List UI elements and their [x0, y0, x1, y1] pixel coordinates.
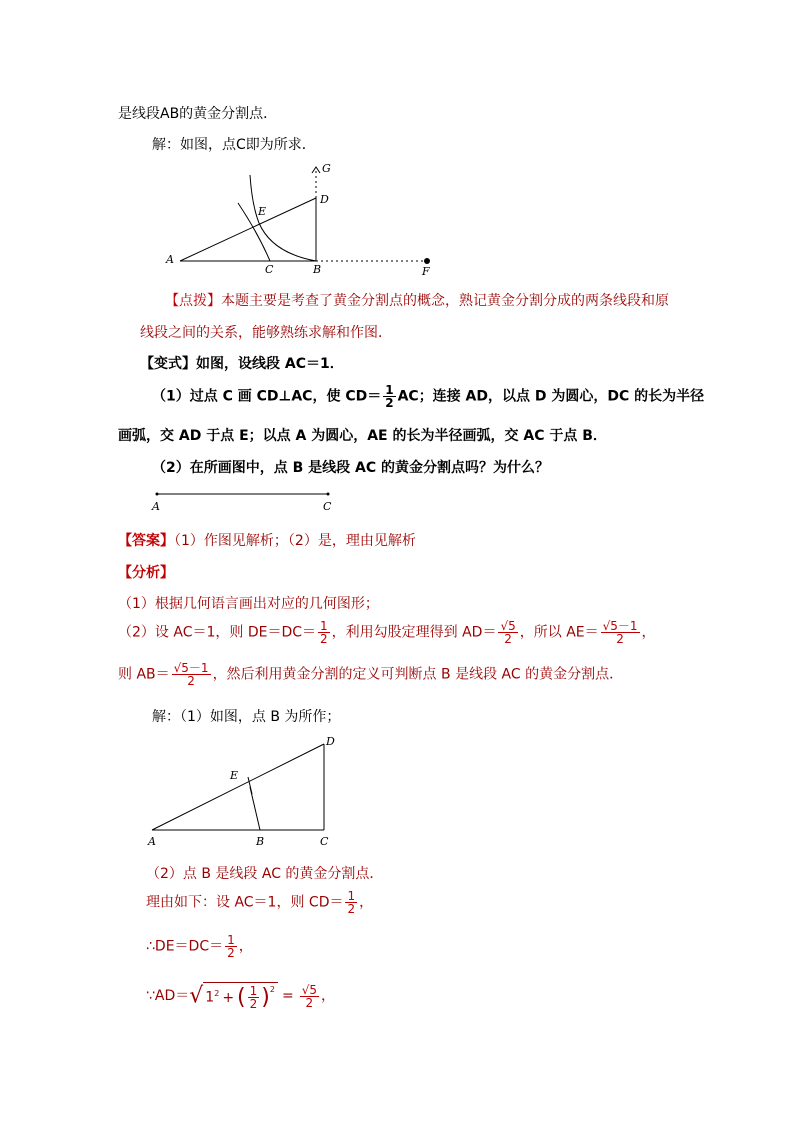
s3-frac: [345, 890, 357, 915]
p2-frac-3: [601, 620, 640, 645]
s5-rnum: √5: [301, 982, 317, 997]
s3-part-b: ，: [359, 894, 374, 911]
solution-2-part-2: （2）点 B 是线段 AC 的黄金分割点．: [146, 866, 384, 882]
q1-part-a: （1）过点 C 画 CD⊥AC，使 CD＝: [152, 388, 382, 405]
p2-f2-num: √5: [500, 619, 516, 633]
s5-paren-frac: [248, 985, 260, 1010]
fig2-label-e: E: [230, 769, 239, 782]
fig1-label-b: B: [313, 263, 322, 276]
analysis-p2: [118, 620, 656, 645]
analysis-tag: 【分析】: [118, 565, 174, 581]
answer-text: （1）作图见解析；（2）是，理由见解析: [174, 533, 416, 549]
s5-part-b: ，: [320, 988, 335, 1004]
fig1-label-d: D: [320, 193, 329, 206]
fig2-label-b: B: [256, 835, 265, 848]
p3-part-b: ，然后利用黄金分割的定义可判断点 B 是线段 AC 的黄金分割点．: [212, 666, 624, 683]
fig1-label-g: G: [322, 162, 331, 175]
p2-frac-2: [498, 620, 517, 645]
figure-2: [140, 732, 350, 852]
therefore-line: [146, 934, 253, 959]
p2-f1-den: 2: [320, 632, 328, 646]
fig1-label-e: E: [258, 205, 267, 218]
fig1-label-a: A: [166, 253, 174, 266]
segment-label-a: A: [152, 500, 160, 513]
segment-ac-figure: [148, 486, 348, 516]
because-line: ∵AD＝√ $1^2$ + ( $\frac{1}{2}$ )$^2$ = $\frac{√5}{2}$ ，: [146, 982, 335, 1011]
q1-fraction: [383, 384, 395, 409]
p2-frac-1: [318, 620, 330, 645]
p2-f3-num: √5－1: [602, 619, 638, 633]
s4-part-a: ∴DE＝DC＝: [146, 938, 224, 955]
p3-frac-den: 2: [187, 674, 195, 688]
fig2-label-c: C: [320, 835, 329, 848]
s3-part-a: 理由如下：设 AC＝1，则 CD＝: [146, 894, 344, 911]
s4-frac-num: 1: [227, 933, 235, 947]
solution-2: 解：（1）如图，点 B 为所作；: [152, 709, 341, 725]
q1-frac-num: 1: [385, 383, 394, 397]
figure-1: [160, 155, 450, 280]
s5-result-frac: [300, 984, 319, 1009]
p2-part-a: （2）设 AC＝1，则 DE＝DC＝: [118, 624, 317, 641]
p2-part-c: ，所以 AE＝: [519, 624, 599, 641]
s5-plus: +: [222, 989, 235, 1006]
question-1-line-2: 画弧，交 AD 于点 E；以点 A 为圆心，AE 的长为半径画弧，交 AC 于点 B．: [118, 428, 607, 444]
reason-line: [146, 890, 373, 915]
s3-frac-num: 1: [347, 889, 356, 903]
s5-sup-1: 2: [214, 988, 220, 998]
answer-tag: 【答案】: [118, 533, 174, 549]
q1-part-b: AC；连接 AD，以点 D 为圆心，DC 的长为半径: [397, 388, 705, 405]
question-1-line-1: [152, 384, 704, 409]
variant-line: [140, 353, 344, 373]
p2-f1-num: 1: [320, 619, 328, 633]
analysis-p3: [118, 662, 623, 687]
p3-part-a: 则 AB＝: [118, 666, 170, 683]
s5-radicand: $1^2$ + ( $\frac{1}{2}$ )$^2$: [203, 982, 278, 1010]
s5-pnum: 1: [249, 984, 258, 998]
fig1-label-f: F: [422, 265, 430, 278]
answer-line: [118, 530, 416, 550]
fig1-label-c: C: [265, 263, 274, 276]
p2-part-b: ，利用勾股定理得到 AD＝: [331, 624, 497, 641]
s4-part-b: ，: [238, 938, 253, 955]
tip-line-1: [165, 290, 669, 310]
tip-line-2: 线段之间的关系，能够熟练求解和作图．: [140, 325, 392, 341]
s5-inner-1: 1: [205, 989, 215, 1006]
s5-part-a: ∵AD＝: [146, 988, 190, 1004]
fig2-label-a: A: [148, 835, 156, 848]
s5-eq: =: [281, 988, 294, 1004]
s3-frac-den: 2: [347, 902, 356, 916]
s5-sup-2: 2: [269, 985, 275, 994]
s5-rden: 2: [305, 995, 314, 1010]
s5-pden: 2: [249, 997, 258, 1011]
p2-f2-den: 2: [504, 632, 512, 646]
p2-f3-den: 2: [616, 632, 624, 646]
p3-frac: [172, 662, 211, 687]
segment-label-c: C: [323, 500, 332, 513]
question-2: （2）在所画图中，点 B 是线段 AC 的黄金分割点吗？为什么？: [152, 460, 550, 476]
line-golden-point: 是线段AB的黄金分割点．: [118, 106, 278, 122]
solution-1: 解：如图，点C即为所求．: [152, 137, 316, 153]
tip-tag: 【点拨】: [165, 293, 221, 309]
s4-frac: [225, 934, 237, 959]
p3-frac-num: √5－1: [173, 661, 209, 675]
fig2-label-d: D: [326, 735, 335, 748]
variant-text: 如图，设线段 AC＝1．: [196, 356, 344, 372]
analysis-p1: （1）根据几何语言画出对应的几何图形；: [118, 596, 379, 612]
tip-text-1: 本题主要是考查了黄金分割点的概念，熟记黄金分割分成的两条线段和原: [221, 293, 669, 309]
variant-tag: 【变式】: [140, 356, 196, 372]
s4-frac-den: 2: [227, 946, 235, 960]
q1-frac-den: 2: [385, 396, 394, 410]
p2-part-d: ，: [641, 624, 656, 641]
